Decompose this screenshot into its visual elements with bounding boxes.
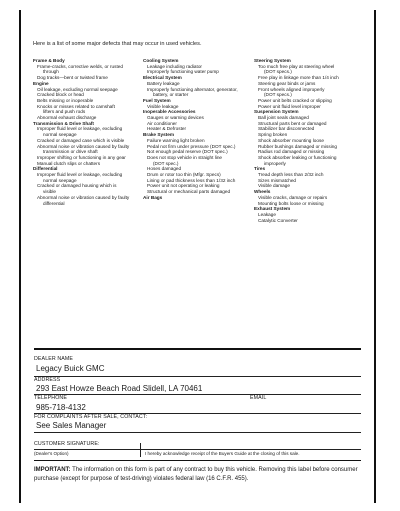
defect-category-heading: Engine [33,80,49,86]
defect-item: Improper shifting or functioning in any gear [37,154,126,160]
defect-category-heading: Fuel System [143,97,171,103]
defect-item: Hoses damaged [147,166,182,172]
defect-item: Power unit belts cracked or slipping [258,97,332,103]
defect-category-heading: Cooling System [143,58,179,63]
defect-item: Heater & Defroster [147,126,187,132]
defects-column-1 [33,58,141,206]
defect-item: Does not stop vehicle in straight line [147,154,223,160]
defect-item-continuation: (DOT specs.) [264,69,292,75]
right-border [374,10,376,503]
defect-item: Manual clutch slips or chatters [37,160,101,166]
bottom-divider [34,460,361,461]
defect-item: Abnormal noise or vibration caused by faulty [37,143,130,149]
address-label: ADDRESS [34,377,61,383]
defect-item-continuation: (DOT specs.) [264,92,292,98]
defect-item: Too much free play at steering wheel [258,63,335,69]
defect-item: Not enough pedal reserve (DOT spec.) [147,149,228,155]
defect-item: Improper fluid level or leakage, excluding [37,172,123,178]
email-label: EMAIL [250,395,267,401]
defect-item: Structural or mechanical parts damaged [147,189,231,195]
defect-item: Oil leakage, excluding normal seepage [37,86,118,92]
defect-item: Knocks or misses related to camshaft [37,103,115,109]
defect-item: Improper fluid level or leakage, excluding [37,126,123,132]
defect-category-heading: Transmission & Drive Shaft [33,120,94,126]
receipt-acknowledgement: I hereby acknowledge receipt of the Buyers Guide at the closing of this sale. [145,451,300,456]
dealer-option-note: (Dealer's Option) [34,451,69,456]
address-line [34,394,361,395]
defect-item: Catalytic Converter [258,217,298,223]
section-divider [34,348,361,350]
defect-category-heading: Brake System [143,132,175,138]
complaints-value: See Sales Manager [36,421,107,430]
address-value: 293 East Howze Beach Road Slidell, LA 70461 [36,384,203,393]
defect-item: Free play in linkage more than 1/4 inch [258,75,339,81]
dealer-name-line [34,376,361,377]
defect-category-heading: Frame & Body [33,58,65,63]
important-text: The information on this form is part of any contract to buy this vehicle. Removing this label before consumer purchase (except for purpose of test-driving) violates federal law (16 C.F.R. 455). [34,467,358,482]
defect-item-continuation: battery, or starter [153,92,189,98]
defect-item: Stabilizer bar disconnected [258,126,315,132]
dealer-name-label: DEALER NAME [34,356,74,362]
defect-category-heading: Suspension System [254,109,299,115]
defect-item: Sizes mismatched [258,177,297,183]
defect-item-continuation: visible [43,189,57,195]
defect-item: Radius rod damaged or missing [258,149,325,155]
defect-item: Steering gear binds or jams [258,80,316,86]
dealer-name-value: Legacy Buick GMC [36,364,105,373]
defect-item: Visible leakage [147,103,179,109]
defect-item: Mounting bolts loose or missing [258,200,324,206]
defect-item: Battery leakage [147,80,180,86]
defect-item: Frame-cracks, corrective welds, or rusted [37,63,123,69]
defect-item: Failure warning light broken [147,137,205,143]
defect-item: Front wheels aligned improperly [258,86,325,92]
defect-item-continuation: differential [43,200,65,206]
defect-category-heading: Electrical System [143,75,182,81]
defect-item: Abnormal noise or vibration caused by faulty [37,194,130,200]
left-border [19,10,21,503]
complaints-label: FOR COMPLAINTS AFTER SALE, CONTACT: [34,414,148,420]
defect-category-heading: Exhaust System [254,206,291,212]
defect-item: Visible cracks, damage or repairs [258,194,328,200]
defect-item: Improperly functioning water pump [147,69,219,75]
telephone-label: TELEPHONE [34,395,67,401]
signature-separator [140,443,141,457]
defect-item: Leakage [258,211,276,217]
defect-item: Lining or pad thickness less than 1/32 inch [147,177,236,183]
defect-item-continuation: transmission or drive shaft [43,149,98,155]
defect-item-continuation: lifters and push rods [43,109,86,115]
defects-column-2 [143,58,253,201]
defect-item-continuation: normal seepage [43,132,77,138]
defect-item: Ball joint seals damaged [258,115,309,121]
defect-item: Pedal not firm under pressure (DOT spec.) [147,143,236,149]
defect-item: Cracked or damaged case which is visible [37,137,125,143]
defect-item: Visible damage [258,183,290,189]
defect-item-continuation: through [43,69,59,75]
defect-category-heading: Tires [254,166,266,172]
telephone-value: 985-718-4132 [36,403,86,412]
defect-category-heading: Differential [33,166,58,172]
defect-item: Leakage including radiator [147,63,202,69]
defect-item-continuation: (DOT spec.) [153,160,179,166]
defect-item: Rubber bushings damaged or missing [258,143,337,149]
defect-item: Power unit not operating or leaking [147,183,220,189]
defect-item: Structural parts bent or damaged [258,120,327,126]
defect-item: Tread depth less than 2/32 inch [258,172,324,178]
defect-item-continuation: normal seepage [43,177,77,183]
defects-intro: Here is a list of some major defects that may occur in used vehicles. [33,41,202,47]
defect-item: Abnormal exhaust discharge [37,115,97,121]
customer-signature-label: CUSTOMER SIGNATURE: [34,441,100,447]
defect-category-heading: Inoperable Accessories [143,109,196,115]
defect-category-heading: Air Bags [143,194,163,200]
defect-item: Spring broken [258,132,288,138]
signature-line [34,449,361,450]
important-notice [34,466,364,483]
important-label: IMPORTANT: [34,467,71,473]
defect-item: Power unit fluid level improper [258,103,321,109]
defect-item: Cracked block or head [37,92,84,98]
defect-category-heading: Wheels [254,189,271,195]
defect-item: Air conditioner [147,120,177,126]
defect-item-continuation: improperly [264,160,286,166]
defect-item: Belts missing or inoperable [37,97,94,103]
defect-item: Cracked or damaged housing which is [37,183,117,189]
defect-item: Shock absorber mounting loose [258,137,324,143]
defect-item: Improperly functioning alternator, generator, [147,86,238,92]
defect-category-heading: Steering System [254,58,291,63]
defect-item: Dog tracks—bent or twisted frame [37,75,108,81]
defect-item: Drum or rotor too thin (Mfgr. Specs) [147,172,221,178]
defect-item: Gauges or warning devices [147,115,204,121]
complaints-line [34,432,361,433]
defect-item: Shock absorber leaking or functioning [258,154,337,160]
defects-column-3 [254,58,364,223]
